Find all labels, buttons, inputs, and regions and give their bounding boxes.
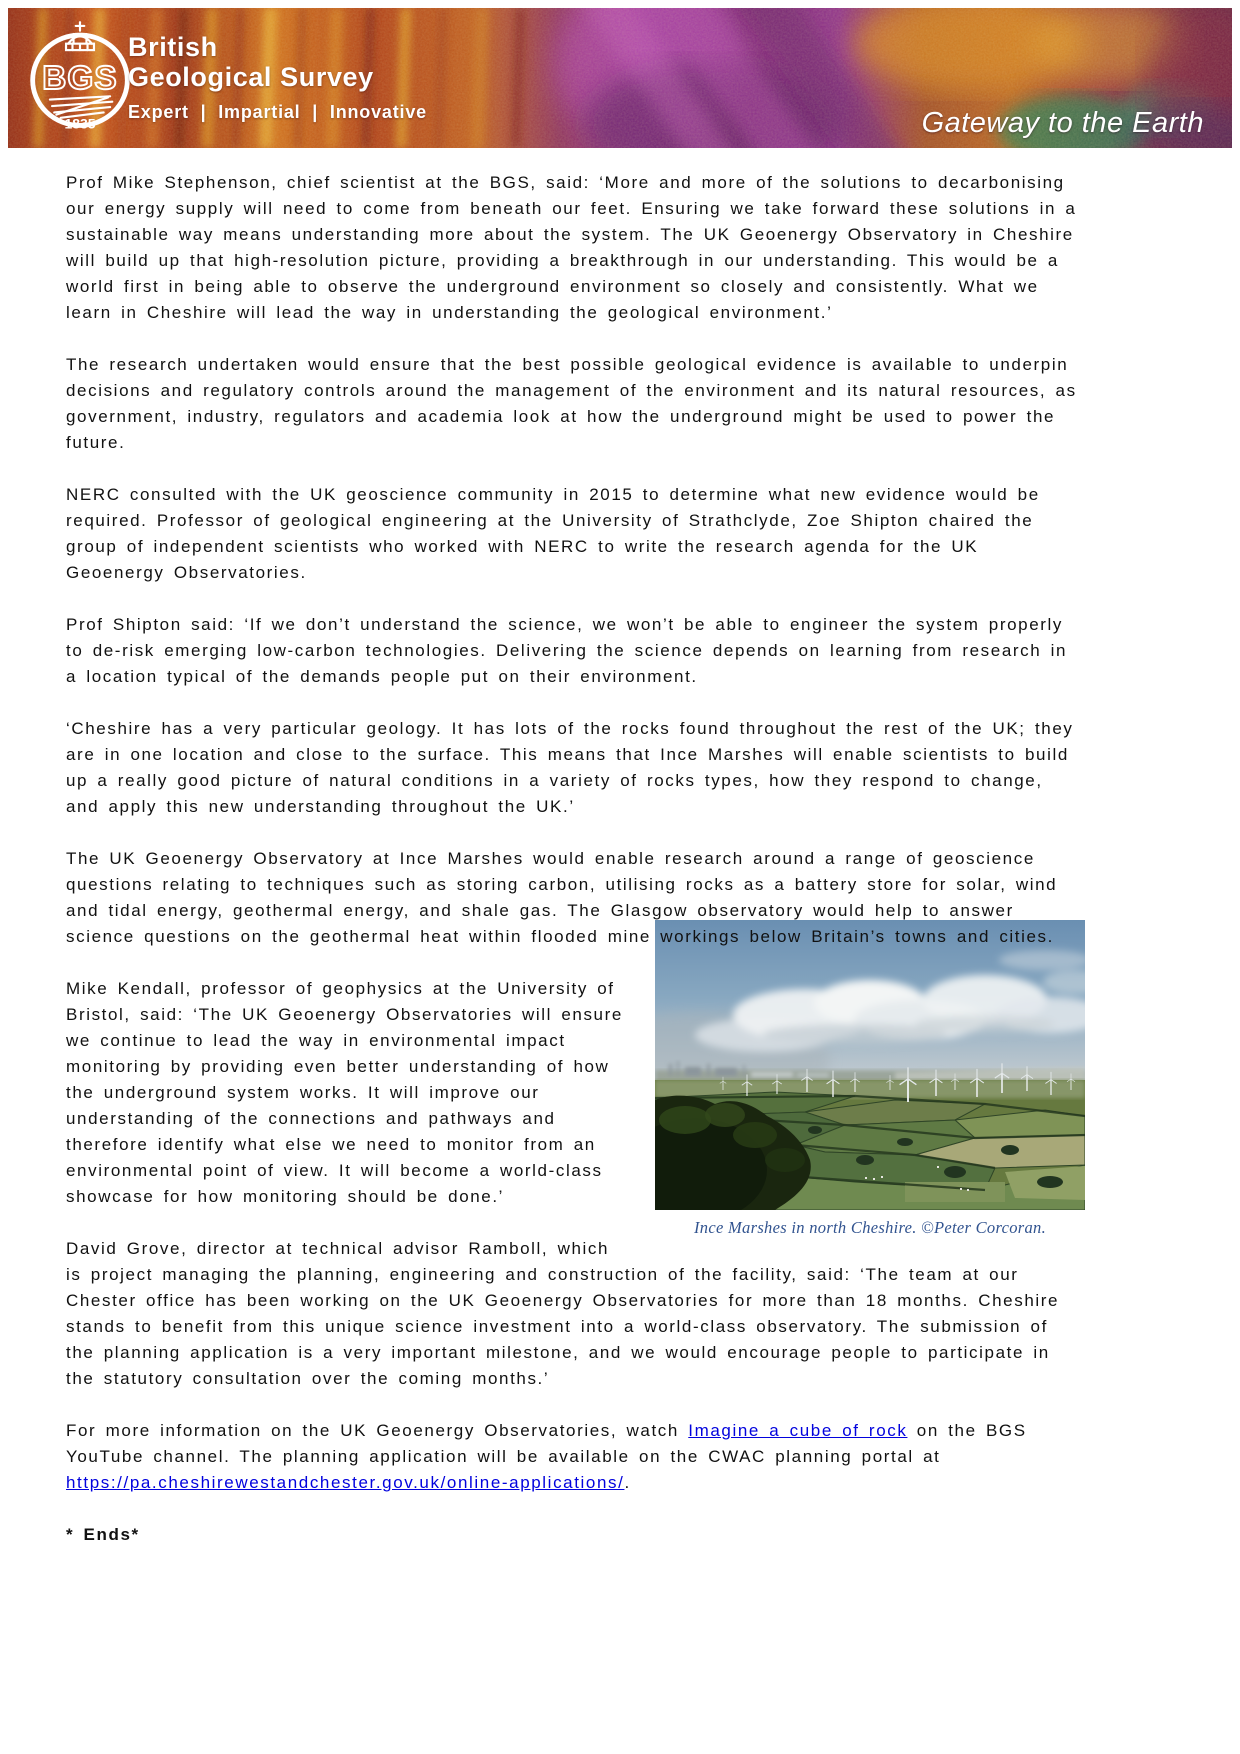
paragraph-ince-observatory: The UK Geoenergy Observatory at Ince Marshes would enable research around a range of geoscience questions relating to techniques such as storing carbon, utilising rocks as a battery store for solar, wind and tidal energy, geothermal energy, and shale gas. The Glasgow observatory would help to answer science questions on the geothermal heat within flooded mine workings below Britain’s towns and cities.: [66, 849, 1058, 946]
paragraph-cheshire-geology: ‘Cheshire has a very particular geology. It has lots of the rocks found throughout the rest of the UK; they are in one location and close to the surface. This means that Ince Marshes will enable scientists to build up a really good picture of natural conditions in a variety of rocks types, how they respond to change, and apply this new understanding throughout the UK.’: [66, 719, 1074, 816]
closing-text-2: on the BGS YouTube channel. The planning application will be available on the CWAC planning portal at: [66, 1421, 1027, 1466]
paragraph-kendall: Mike Kendall, professor of geophysics at the University of Bristol, said: ‘The UK Geoenergy Observatories will ensure we continue to lead the way in environmental impact monitoring by providing even better understanding of how the underground system works. It will improve our understanding of the connections and pathways and therefore identify what else we need to monitor from an environmental point of view. It will become a world-class showcase for how monitoring should be done.’: [66, 979, 623, 1206]
ends-marker: * Ends*: [66, 1525, 140, 1544]
paragraph-stephenson: Prof Mike Stephenson, chief scientist at the BGS, said: ‘More and more of the solutions to decarbonising our energy supply will need to come from beneath our feet. Ensuring we take forward these solutions in a sustainable way means understanding more about the system. The UK Geoenergy Observatory in Cheshire will build up that high-resolution picture, providing a breakthrough in our understanding. This would be a world first in being able to observe the underground environment so closely and consistently. What we learn in Cheshire will lead the way in understanding the geological environment.’: [66, 173, 1077, 322]
youtube-video-link[interactable]: Imagine a cube of rock: [688, 1421, 908, 1440]
closing-paragraph: [66, 1418, 1085, 1496]
article-body: [66, 146, 1085, 1548]
org-name-line1: British: [128, 32, 218, 62]
closing-text-1: For more information on the UK Geoenergy Observatories, watch: [66, 1421, 689, 1440]
photo-caption: Ince Marshes in north Cheshire. ©Peter Corcoran.: [693, 1218, 1046, 1237]
bgs-header-banner: [8, 8, 1232, 148]
logo-year: 1835: [64, 115, 96, 132]
planning-portal-link[interactable]: https://pa.cheshirewestandchester.gov.uk/online-applications/: [66, 1473, 625, 1492]
closing-text-3: .: [624, 1473, 631, 1492]
paragraph-grove: David Grove, director at technical advisor Ramboll, which is project managing the planning, engineering and construction of the facility, said: ‘The team at our Chester office has been working on the UK Geoenergy Observatories for more than 18 months. Cheshire stands to benefit from this unique science investment into a world-class observatory. The submission of the planning application is a very important milestone, and we would encourage people to participate in the statutory consultation over the coming months.’: [66, 1239, 1060, 1388]
paragraph-nerc: NERC consulted with the UK geoscience community in 2015 to determine what new evidence would be required. Professor of geological engineering at the University of Strathclyde, Zoe Shipton chaired the group of independent scientists who worked with NERC to write the research agenda for the UK Geoenergy Observatories.: [66, 485, 1040, 582]
org-name-line2: Geological Survey: [128, 62, 374, 92]
motto-text: Gateway to the Earth: [921, 107, 1204, 139]
logo-abbr: BGS: [42, 59, 118, 97]
paragraph-research: The research undertaken would ensure that the best possible geological evidence is available to underpin decisions and regulatory controls around the management of the environment and its natural resources, as government, industry, regulators and academia look at how the underground might be used to power the future.: [66, 355, 1077, 452]
paragraph-shipton: Prof Shipton said: ‘If we don’t understand the science, we won’t be able to engineer the system properly to de-risk emerging low-carbon technologies. Delivering the science depends on learning from research in a location typical of the demands people put on their environment.: [66, 615, 1068, 686]
bgs-logo: [24, 20, 136, 134]
ince-marshes-photo: [655, 920, 1085, 1210]
org-name-block: [128, 32, 427, 123]
photo-figure: [655, 920, 1085, 1238]
org-tagline: Expert | Impartial | Innovative: [128, 102, 427, 122]
